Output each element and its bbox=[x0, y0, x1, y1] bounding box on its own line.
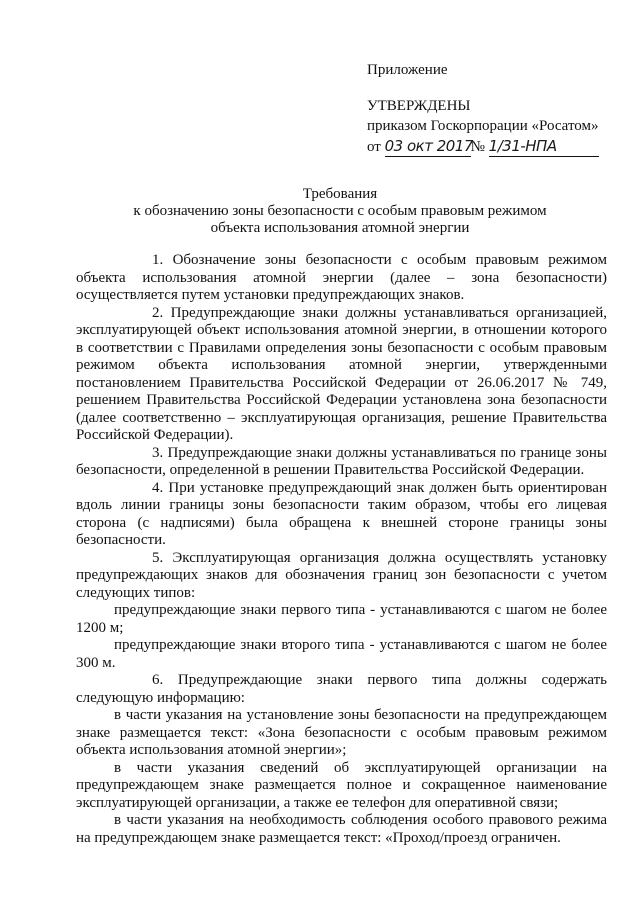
paragraph bbox=[76, 305, 607, 445]
paragraph bbox=[76, 480, 607, 550]
paragraph-number: 3. bbox=[152, 444, 164, 461]
document-body bbox=[76, 252, 607, 847]
paragraph bbox=[76, 602, 607, 637]
paragraph bbox=[76, 550, 607, 603]
paragraph-text: Предупреждающие знаки должны устанавливаться по границе зоны безопасности, определенной в решении Правительства Российской Федерации. bbox=[76, 444, 607, 478]
paragraph-text: в части указания на необходимость соблюдения особого правового режима на предупреждающем знаке размещается текст: «Проход/проезд ограничен. bbox=[76, 812, 607, 846]
paragraph-text: Эксплуатирующая организация должна осуществлять установку предупреждающих знаков для обозначения границ зон безопасности с учетом следующих типов: bbox=[76, 549, 607, 601]
order-line: приказом Госкорпорации «Росатом» bbox=[367, 118, 599, 134]
approved-label: УТВЕРЖДЕНЫ bbox=[367, 98, 471, 114]
paragraph-number: 4. bbox=[152, 479, 164, 496]
paragraph-text: предупреждающие знаки первого типа - устанавливаются с шагом не более 1200 м; bbox=[76, 602, 607, 636]
paragraph-text: в части указания сведений об эксплуатирующей организации на предупреждающем знаке размещается полное и сокращенное наименование эксплуатирующей организации, а также ее телефон для оперативной связи; bbox=[76, 759, 607, 811]
paragraph-text: предупреждающие знаки второго типа - устанавливаются с шагом не более 300 м. bbox=[76, 637, 607, 671]
title-line-1: Требования bbox=[302, 186, 378, 202]
paragraph-number: 1. bbox=[152, 252, 164, 268]
appendix-label: Приложение bbox=[367, 62, 448, 78]
approval-block bbox=[367, 60, 627, 157]
paragraph bbox=[76, 672, 607, 707]
title-line-2: к обозначению зоны безопасности с особым правовым режимом bbox=[133, 203, 547, 219]
paragraph-text: Предупреждающие знаки должны устанавливаться организацией, эксплуатирующей объект использования атомной энергии, в отношении которого в соответствии с Правилами определения зоны безопасности с особым правовым режимом объекта использования атомной энергии, утвержденными постановлением Правительства Российской Федерации от 26.06.2017 № 749, решением Правительства Российской Федерации установлена зона безопасности (далее соответственно – эксплуатирующая организация, решение Правительства Российской Федерации). bbox=[76, 304, 608, 443]
paragraph-number: 5. bbox=[152, 549, 164, 566]
paragraph-text: Предупреждающие знаки первого типа должны содержать следующую информацию: bbox=[76, 672, 608, 706]
date-prefix: от bbox=[367, 139, 381, 155]
handwritten-number: 1/31-НПА bbox=[489, 136, 599, 157]
handwritten-date: 03 окт 2017 bbox=[384, 137, 473, 155]
paragraph bbox=[76, 637, 607, 672]
title-line-3: объекта использования атомной энергии bbox=[210, 220, 470, 236]
paragraph bbox=[76, 812, 607, 847]
document-title bbox=[80, 186, 600, 237]
paragraph bbox=[76, 707, 607, 760]
number-prefix: № bbox=[470, 139, 485, 155]
paragraph-number: 2. bbox=[152, 304, 164, 321]
paragraph-number: 6. bbox=[152, 672, 164, 688]
paragraph bbox=[76, 445, 607, 480]
order-date-number bbox=[367, 136, 627, 157]
paragraph bbox=[76, 760, 607, 813]
paragraph-text: в части указания на установление зоны безопасности на предупреждающем знаке размещается текст: «Зона безопасности с особым правовым режимом объекта использования атомной энергии»; bbox=[76, 707, 607, 758]
paragraph bbox=[76, 252, 607, 305]
paragraph-text: При установке предупреждающий знак должен быть ориентирован вдоль линии границы зоны безопасности таким образом, чтобы его лицевая сторона (с надписями) была обращена к внешней стороне границы зоны безопасности. bbox=[76, 479, 607, 548]
paragraph-text: Обозначение зоны безопасности с особым правовым режимом объекта использования атомной энергии (далее – зона безопасности) осуществляется путем установки предупреждающих знаков. bbox=[76, 252, 607, 303]
